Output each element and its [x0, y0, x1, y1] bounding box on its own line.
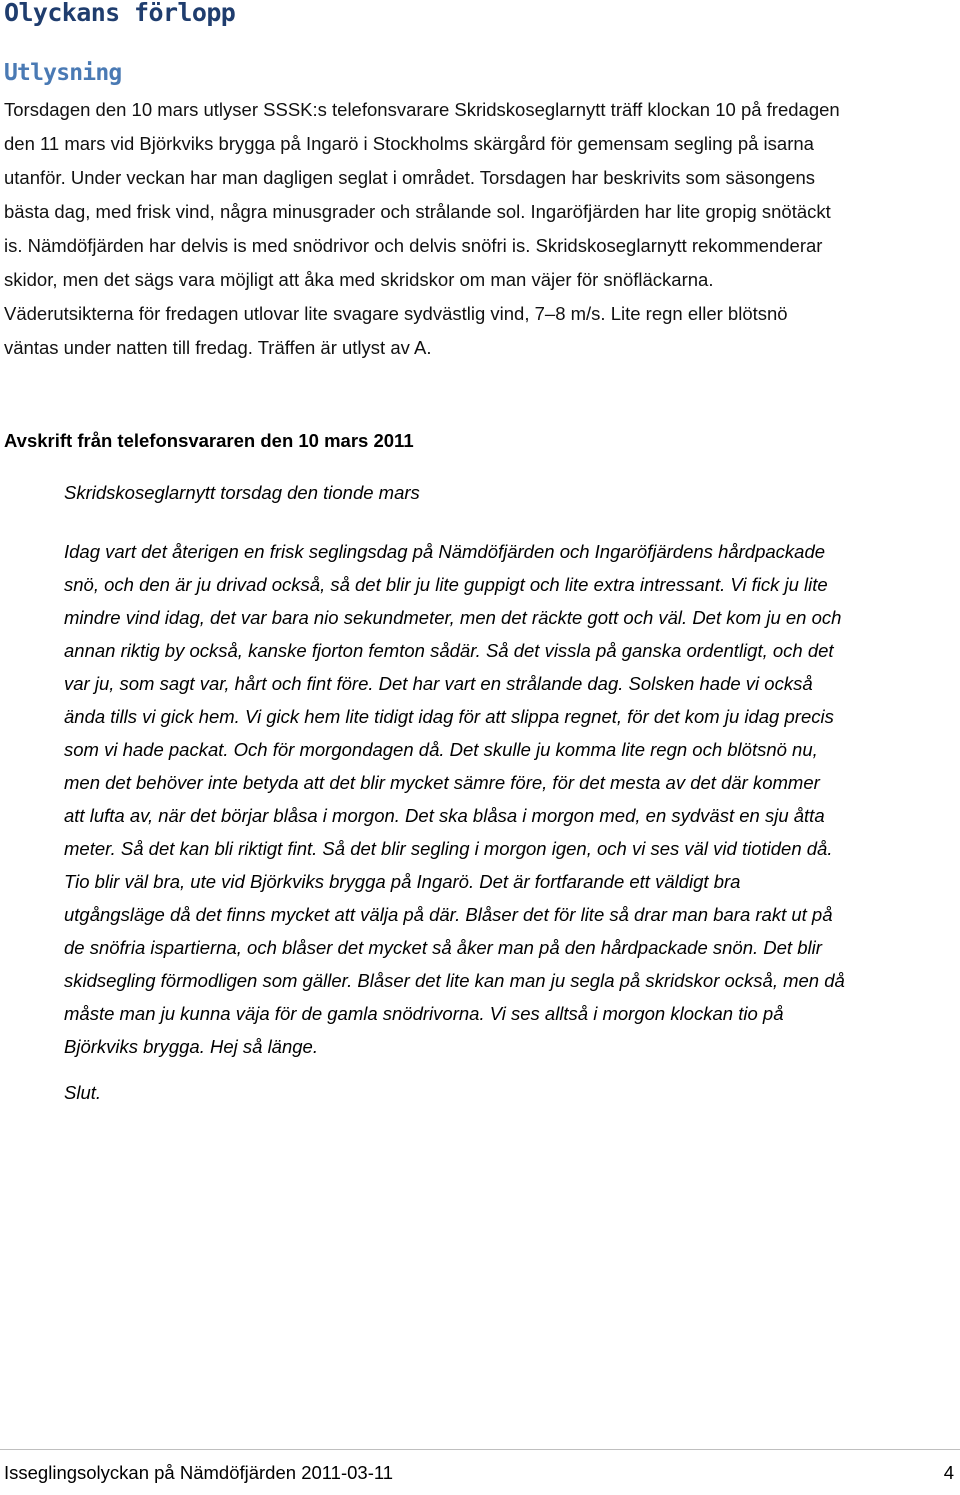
transcript-line: men det behöver inte betyda att det blir mycket sämre före, för det mesta av det där kommer	[64, 772, 820, 793]
paragraph-line: Väderutsikterna för fredagen utlovar lite svagare sydvästlig vind, 7–8 m/s. Lite regn eller blötsnö	[4, 303, 788, 324]
footer-title: Isseglingsolyckan på Nämdöfjärden 2011-03-11	[4, 1462, 394, 1483]
transcript-line: snö, och den är ju drivad också, så det blir ju lite guppigt och lite extra intressant. Vi fick ju lite	[64, 574, 828, 595]
closing-text: Slut.	[64, 1082, 102, 1103]
transcript-body	[64, 535, 958, 1063]
page-number: 4	[943, 1462, 954, 1483]
transcript-line: som vi hade packat. Och för morgondagen då. Det skulle ju komma lite regn och blötsnö nu,	[64, 739, 818, 760]
paragraph-line: Torsdagen den 10 mars utlyser SSSK:s telefonsvarare Skridskoseglarnytt träff klockan 10 på fredagen	[4, 99, 840, 120]
transcript-title: Skridskoseglarnytt torsdag den tionde mars	[64, 482, 420, 503]
transcript-line: ända tills vi gick hem. Vi gick hem lite tidigt idag för att slippa regnet, för det kom ju idag precis	[64, 706, 834, 727]
paragraph-line: bästa dag, med frisk vind, några minusgrader och strålande sol. Ingaröfjärden har lite gropig snötäckt	[4, 201, 831, 222]
footer-divider	[0, 1449, 960, 1450]
paragraph-line: is. Nämdöfjärden har delvis is med snödrivor och delvis snöfri is. Skridskoseglarnytt rekommenderar	[4, 235, 823, 256]
section-title: Utlysning	[4, 60, 122, 86]
transcript-line: utgångsläge då det finns mycket att välja på där. Blåser det för lite så drar man bara rakt ut på	[64, 904, 833, 925]
transcript-line: var ju, som sagt var, hårt och fint före. Det har vart en strålande dag. Solsken hade vi också	[64, 673, 813, 694]
paragraph-line: skidor, men det sägs vara möjligt att åka med skridskor om man väjer för snöfläckarna.	[4, 269, 714, 290]
transcript-line: Idag vart det återigen en frisk seglingsdag på Nämdöfjärden och Ingaröfjärdens hårdpackade	[64, 541, 826, 562]
page-heading: Olyckans förlopp	[4, 0, 236, 27]
transcript-line: Björkviks brygga. Hej så länge.	[64, 1036, 318, 1057]
transcript-line: måste man ju kunna väja för de gamla snödrivorna. Vi ses alltså i morgon klockan tio på	[64, 1003, 784, 1024]
transcript-line: meter. Så det kan bli riktigt fint. Så det blir segling i morgon igen, och vi ses väl vid tiotiden då.	[64, 838, 833, 859]
paragraph-line: väntas under natten till fredag. Träffen är utlyst av A.	[4, 337, 432, 358]
transcript-line: skidsegling förmodligen som gäller. Blåser det lite kan man ju segla på skridskor också, men då	[64, 970, 845, 991]
transcript-line: annan riktig by också, kanske fjorton femton sådär. Så det vissla på ganska ordentligt, och det	[64, 640, 834, 661]
transcript-line: Tio blir väl bra, ute vid Björkviks brygga på Ingarö. Det är fortfarande ett väldigt bra	[64, 871, 741, 892]
transcript-heading: Avskrift från telefonsvararen den 10 mars 2011	[4, 430, 414, 451]
transcript-line: mindre vind idag, det var bara nio sekundmeter, men det räckte gott och väl. Det kom ju en och	[64, 607, 842, 628]
intro-paragraph	[4, 93, 956, 365]
transcript-line: de snöfria ispartierna, och blåser det mycket så åker man på den hårdpackade snön. Det blir	[64, 937, 822, 958]
paragraph-line: den 11 mars vid Björkviks brygga på Ingarö i Stockholms skärgård för gemensam segling på isarna	[4, 133, 814, 154]
transcript-line: att lufta av, när det börjar blåsa i morgon. Det ska blåsa i morgon med, en sydväst en sju åtta	[64, 805, 825, 826]
paragraph-line: utanför. Under veckan har man dagligen seglat i området. Torsdagen har beskrivits som säsongens	[4, 167, 816, 188]
